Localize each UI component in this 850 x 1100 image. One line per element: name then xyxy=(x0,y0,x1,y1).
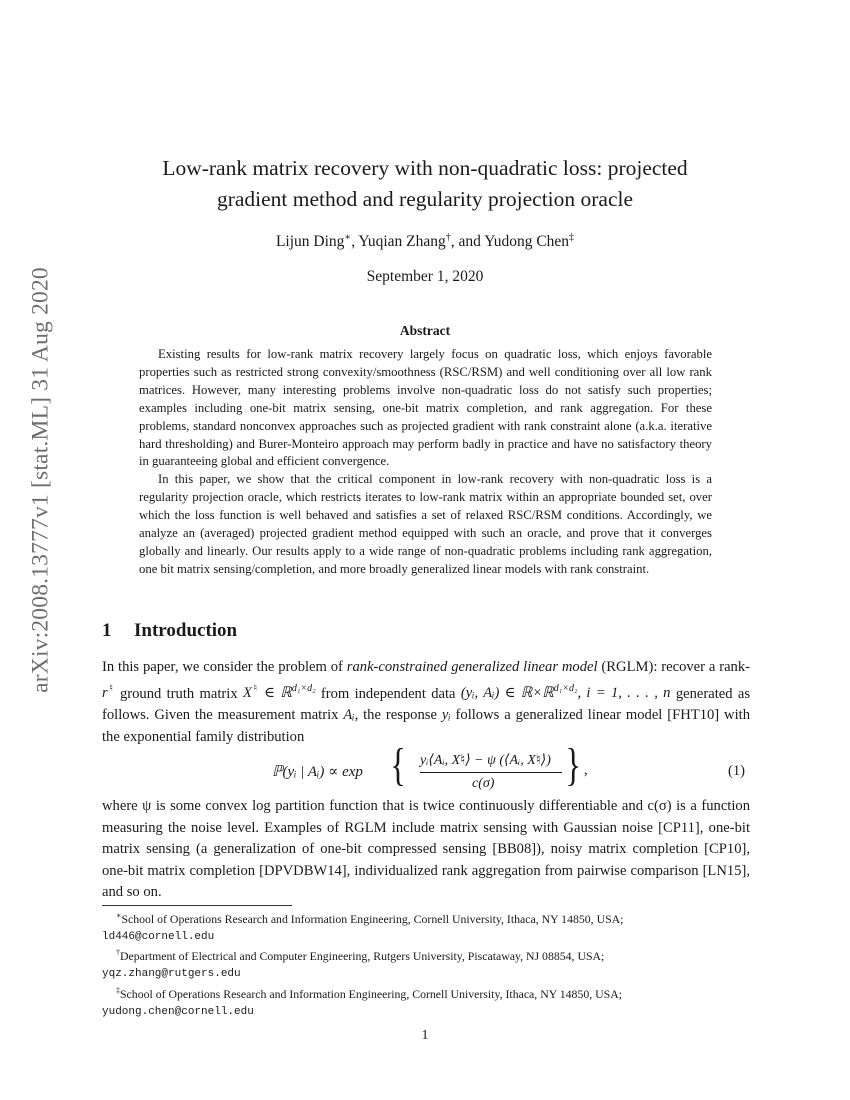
footnote-affiliation: School of Operations Research and Information Engineering, Cornell University, Ithaca, NY 14850, USA; xyxy=(120,986,623,1001)
publication-date: September 1, 2020 xyxy=(366,268,484,285)
text-run: from independent data xyxy=(315,685,461,702)
math-data: (yᵢ, Aᵢ) ∈ ℝ×ℝ$^{d_1\times d_2}$, i = 1, . . . , n xyxy=(460,683,671,702)
math-ground-truth-matrix: X♮ ∈ ℝ$^{d_1\times d_2}$ xyxy=(242,683,316,702)
footnote-email: yudong.chen@cornell.edu xyxy=(102,1005,254,1018)
equation-comma: , xyxy=(584,762,588,778)
footnote-affiliation: School of Operations Research and Information Engineering, Cornell University, Ithaca, NY 14850, USA; xyxy=(121,911,624,926)
page-number: 1 xyxy=(421,1028,429,1043)
footnote xyxy=(102,983,750,1020)
footnote-email: ld446@cornell.edu xyxy=(102,931,215,944)
math-rank: r♮ xyxy=(102,683,115,702)
author-separator: , xyxy=(351,233,359,251)
math-measurement: Aᵢ xyxy=(343,707,355,724)
paper-title xyxy=(100,153,750,215)
section-number: 1 xyxy=(102,620,112,641)
arxiv-identifier-stamp: arXiv:2008.13777v1 [stat.ML] 31 Aug 2020 xyxy=(27,267,54,693)
text-run: follows a generalized linear model [FHT10] with the exponential family distribution xyxy=(102,707,750,745)
footnote xyxy=(102,908,750,945)
title-line-1: Low-rank matrix recovery with non-quadratic loss: projected xyxy=(162,156,688,180)
equation-1 xyxy=(272,739,672,798)
text-run: In this paper, we consider the problem of xyxy=(102,659,347,675)
equation-denominator: c(σ) xyxy=(472,776,495,791)
text-run: ground truth matrix xyxy=(114,685,243,702)
equation-lhs: ℙ(yᵢ | Aᵢ) ∝ exp xyxy=(272,764,363,780)
right-brace: } xyxy=(565,739,581,790)
author-footnote-mark: ‡ xyxy=(569,232,575,243)
footnotes xyxy=(102,908,750,1020)
author-name: Yudong Chen xyxy=(484,233,570,251)
abstract-body xyxy=(139,346,712,579)
intro-paragraph xyxy=(102,657,750,748)
text-run: (RGLM): recover a rank- xyxy=(597,659,751,675)
footnote xyxy=(102,945,750,982)
equation-label: (1) xyxy=(728,763,746,779)
section-heading xyxy=(102,620,237,642)
intro-paragraph-text: where ψ is some convex log partition function that is twice continuously differentiable and c(σ) is a function measuring the noise level. Examples of RGLM include matrix sensing with Gaussian noise [CP11], one-bit matrix sensing (a generalization of one-bit compressed sensing [BB08]), noisy matrix completion [CP10], one-bit matrix completion [DPVDBW14], individualized rank aggregation from pairwise comparison [LN15], and so on. xyxy=(102,798,750,901)
author-name: Yuqian Zhang xyxy=(358,233,446,251)
intro-paragraph xyxy=(102,796,750,904)
title-line-2: gradient method and regularity projection oracle xyxy=(216,187,634,211)
left-brace: { xyxy=(390,739,406,790)
footnote-mark: ‡ xyxy=(116,985,120,995)
footnote-mark: ∗ xyxy=(116,911,122,920)
author-separator: , and xyxy=(450,233,485,251)
author-footnote-mark: ∗ xyxy=(344,232,352,243)
emphasized-term: rank-constrained generalized linear model xyxy=(346,659,598,675)
abstract-paragraph: In this paper, we show that the critical component in low-rank recovery with non-quadratic loss is a regularity projection oracle, which restricts iterates to low-rank matrix within an appropriate bounded set, over which the loss function is well behaved and satisfies a set of relaxed RSC/RSM conditions. Accordingly, we analyze an (averaged) projected gradient method equipped with such an oracle, and prove that it converges globally and linearly. Our results apply to a wide range of non-quadratic problems including rank aggregation, one bit matrix sensing/completion, and more broadly generalized linear models with rank constraint. xyxy=(139,472,712,576)
footnote-email: yqz.zhang@rutgers.edu xyxy=(102,968,241,981)
text-run: , the response xyxy=(354,707,442,724)
author-footnote-mark: † xyxy=(445,232,451,243)
text-run: generated as follows. Given the measurement matrix xyxy=(102,685,751,724)
footnote-affiliation: Department of Electrical and Computer Engineering, Rutgers University, Piscataway, NJ 08854, USA; xyxy=(120,949,605,964)
fraction-bar xyxy=(420,772,562,773)
author-list xyxy=(100,232,750,251)
section-title: Introduction xyxy=(134,620,238,641)
abstract-heading: Abstract xyxy=(399,323,451,338)
math-response: yᵢ xyxy=(441,707,451,724)
author-name: Lijun Ding xyxy=(275,233,345,251)
equation-numerator: yᵢ⟨Aᵢ, X♮⟩ − ψ (⟨Aᵢ, X♮⟩) xyxy=(420,753,551,768)
footnote-divider xyxy=(102,905,292,906)
footnote-mark: † xyxy=(116,948,120,958)
abstract-paragraph: Existing results for low-rank matrix recovery largely focus on quadratic loss, which enjoys favorable properties such as restricted strong convexity/smoothness (RSC/RSM) and well conditioning over all low rank matrices. However, many interesting problems involve non-quadratic loss do not satisfy such properties; examples including one-bit matrix sensing, one-bit matrix completion, and rank aggregation. For these problems, standard nonconvex approaches such as projected gradient with rank constraint alone (a.k.a. iterative hard thresholding) and Burer-Monteiro approach may perform badly in practice and have no satisfactory theory in guaranteeing global and efficient convergence. xyxy=(139,347,712,469)
